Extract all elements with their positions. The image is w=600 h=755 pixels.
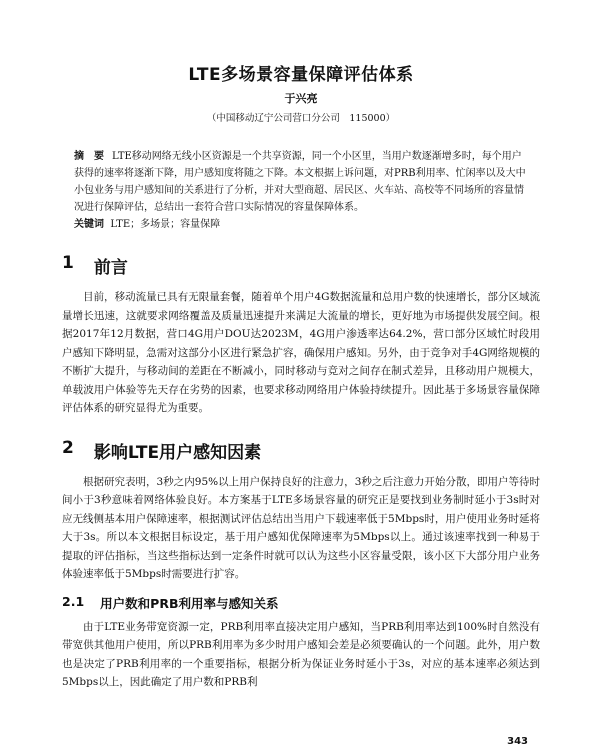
author-affiliation: （中国移动辽宁公司营口分公司 115000） — [206, 113, 396, 124]
keywords — [62, 216, 540, 233]
section-1-heading — [62, 253, 540, 278]
section-2-paragraph: 根据研究表明，3秒之内95%以上用户保持良好的注意力，3秒之后注意力开始分散，即用户等待时间小于3秒意味着网络体验良好。本方案基于LTE多场景容量的研究正是要找到业务制时延小于3s时对应无线侧基本用户保障速率，根据测试评估总结出当用户下载速率低于5Mbps时，用户使用业务时延将大于3s。所以本文根据目标设定，基于用户感知优保障速率为5Mbps以上。通过该速率找到一种易于提取的评估指标，当这些指标达到一定条件时就可以认为这些小区容量受限，该小区下大部分用户业务体验速率低于5Mbps时需要进行扩容。 — [62, 475, 540, 580]
section-2-1-paragraph: 由于LTE业务带宽资源一定，PRB利用率直接决定用户感知，当PRB利用率达到100%时自然没有带宽供其他用户使用，所以PRB利用率为多少时用户感知会差是必须要确认的一个问题。此外，用户数也是决定了PRB利用率的一个重要指标，根据分析为保证业务时延小于3s，对应的基本速率必须达到5Mbps以上，因此确定了用户数和PRB利 — [62, 620, 540, 688]
keywords-label: 关键词 — [74, 219, 104, 230]
section-1-number: 1 — [62, 253, 74, 273]
paper-title: LTE多场景容量保障评估体系 — [188, 65, 414, 85]
section-1-title: 前言 — [93, 258, 128, 278]
keywords-text: LTE；多场景；容量保障 — [110, 219, 221, 230]
abstract — [62, 148, 540, 216]
section-1-paragraph: 目前，移动流量已具有无限量套餐，随着单个用户4G数据流量和总用户数的快速增长，部分区域流量增长迅速，这就要求网络覆盖及质量迅速提升来满足大流量的增长，更好地为市场提供发展空间。根据2017年12月数据，营口4G用户DOU达2023M，4G用户渗透率达64.2%，营口部分区域忙时段用户感知下降明显，急需对这部分小区进行紧急扩容，确保用户感知。另外，由于竞争对手4G网络规模的不断扩大提升，与移动间的差距在不断减小，同时移动与竞对之间存在制式差异，且移动用户规模大，单载波用户体验等先天存在劣势的因素，也要求移动网络用户体验持续提升。因此基于多场景容量保障评估体系的研究显得尤为重要。 — [62, 291, 540, 414]
section-2-heading — [62, 438, 540, 463]
section-2-number: 2 — [62, 437, 74, 458]
section-2-1-number: 2.1 — [62, 593, 85, 609]
abstract-label: 摘 要 — [74, 151, 104, 162]
section-2-1-title: 用户数和PRB利用率与感知关系 — [100, 595, 279, 611]
section-2-1-heading — [62, 594, 540, 612]
abstract-text: LTE移动网络无线小区资源是一个共享资源，同一个小区里，当用户数逐渐增多时，每个用户获得的速率将逐渐下降，用户感知度将随之下降。本文根据上诉问题，对PRB利用率、忙闲率以及大中小包业务与用户感知间的关系进行了分析，并对大型商超、居民区、火车站、高校等不同场所的容量情况进行保障评估，总结出一套符合营口实际情况的容量保障体系。 — [74, 151, 526, 213]
paper-page — [62, 60, 540, 692]
author-name: 于兴亮 — [284, 92, 318, 105]
section-2-title: 影响LTE用户感知因素 — [93, 442, 262, 463]
page-number: 343 — [507, 736, 528, 747]
